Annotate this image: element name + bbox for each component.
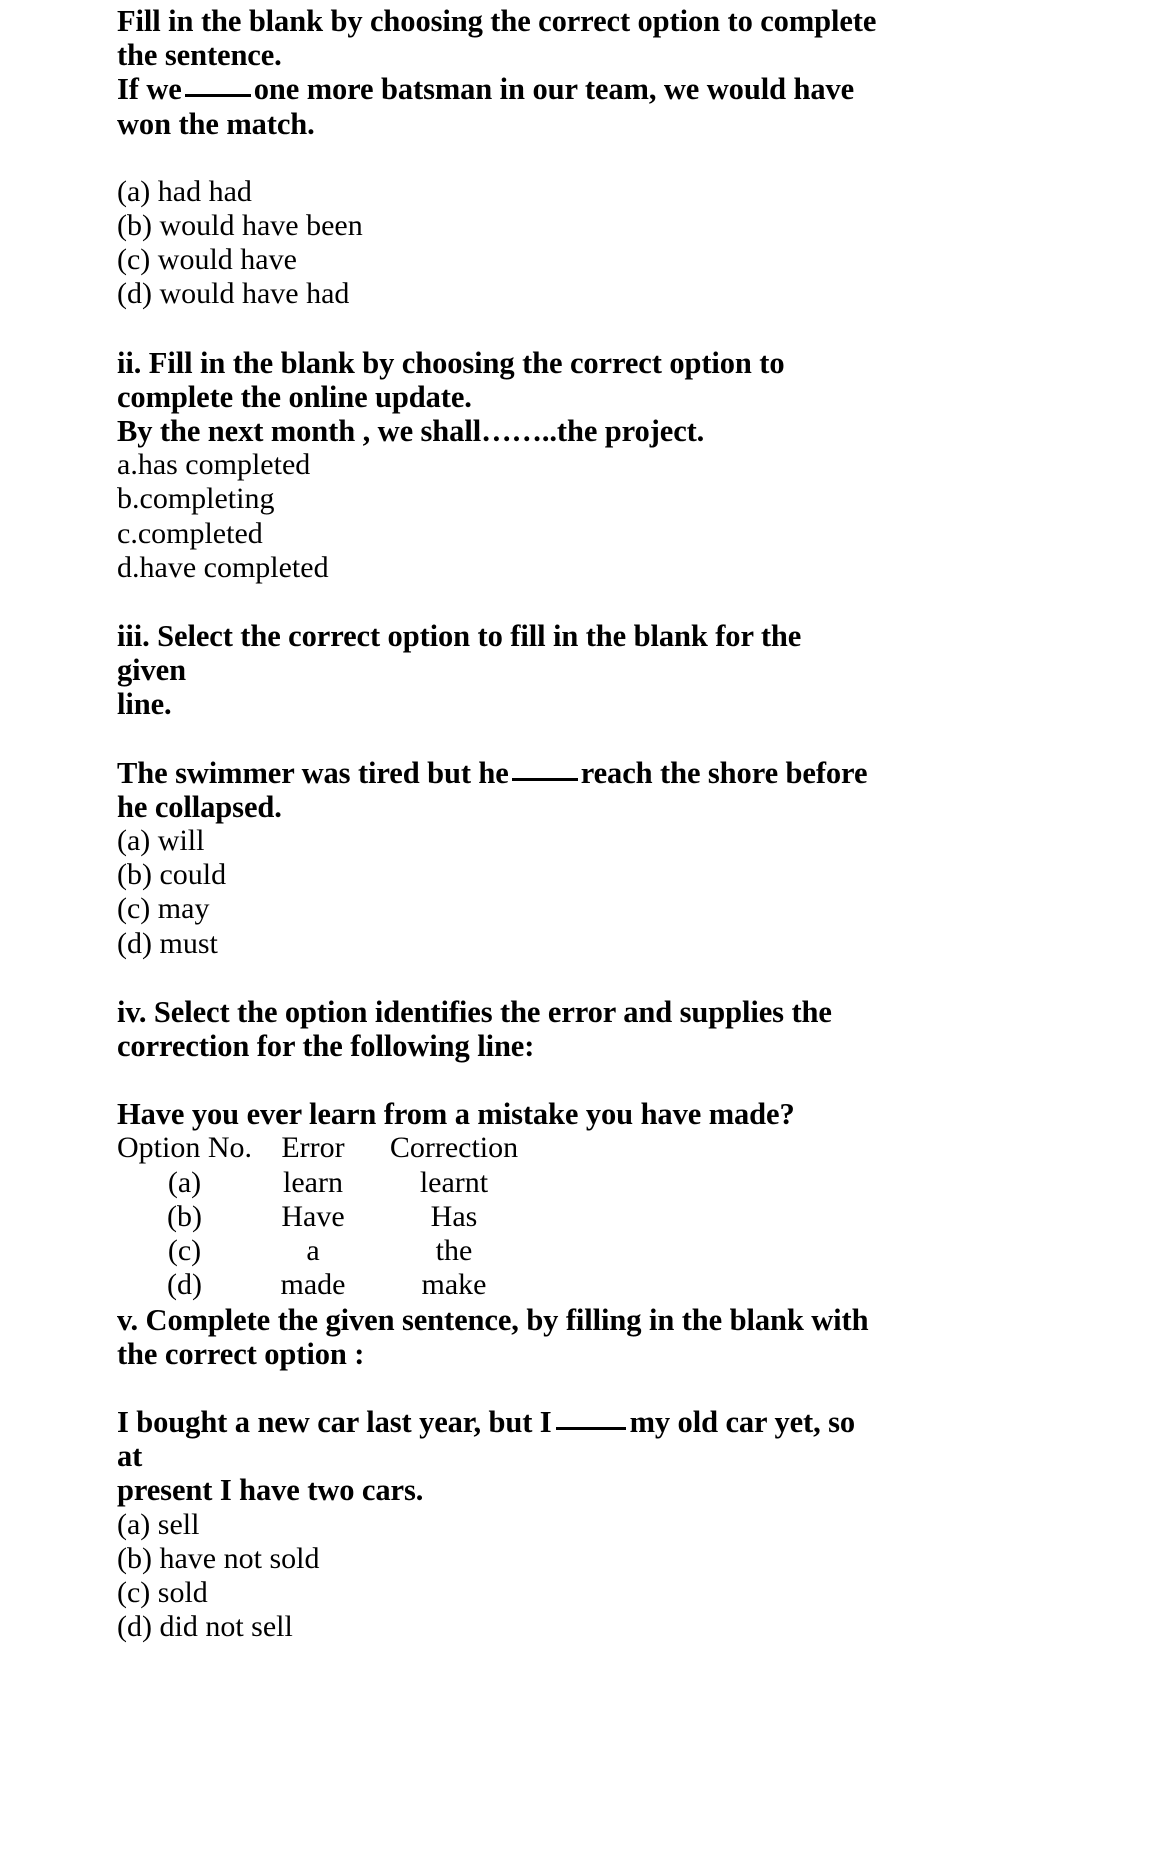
q2-option-c[interactable]: c.completed [117, 516, 263, 550]
q5-option-b[interactable]: (b) have not sold [117, 1541, 320, 1575]
q3-blank [512, 758, 578, 781]
table-row[interactable] [117, 1200, 534, 1234]
table-row[interactable] [117, 1166, 534, 1200]
q3-sentence-line2: he collapsed. [117, 789, 282, 824]
table-row[interactable] [117, 1234, 534, 1268]
q2-sentence: By the next month , we shall……..the project. [117, 414, 705, 449]
spacer [117, 722, 1140, 756]
q3-option-c[interactable]: (c) may [117, 892, 210, 926]
q5-sentence-after-blank: my old car yet, so at [117, 1404, 856, 1474]
spacer [117, 1371, 1140, 1405]
q5-option-c[interactable]: (c) sold [117, 1575, 208, 1609]
spacer [117, 1063, 1140, 1097]
table-cell-error: a [306, 1234, 320, 1268]
table-cell-error: made [280, 1268, 346, 1302]
q1-sentence-after-blank: one more batsman in our team, we would have [253, 72, 855, 107]
q3-instruction-line1: iii. Select the correct option to fill in the blank for the given [117, 619, 802, 688]
q1-instruction-line2: the sentence. [117, 38, 282, 73]
table-header-error: Error [281, 1131, 345, 1165]
question-5-block [117, 1303, 1140, 1645]
question-2-block [117, 346, 1140, 585]
error-correction-table [117, 1131, 534, 1302]
spacer [117, 312, 1140, 346]
q5-option-a[interactable]: (a) sell [117, 1507, 200, 1541]
q2-instruction-line2: complete the online update. [117, 379, 472, 414]
q3-sentence-after-blank: reach the shore before [580, 755, 868, 790]
q3-instruction-line2: line. [117, 687, 172, 722]
q3-option-a[interactable]: (a) will [117, 824, 205, 858]
spacer [117, 961, 1140, 995]
question-3-block [117, 619, 1140, 961]
q1-option-a[interactable]: (a) had had [117, 174, 252, 208]
table-cell-correction: the [435, 1234, 473, 1268]
table-header-option-no: Option No. [117, 1131, 252, 1165]
q4-sentence: Have you ever learn from a mistake you have made? [117, 1097, 795, 1132]
table-row[interactable] [117, 1268, 534, 1302]
q5-sentence-before-blank: I bought a new car last year, but I [117, 1404, 552, 1439]
question-4-block [117, 995, 1140, 1303]
q1-sentence-line1 [117, 72, 877, 106]
q2-instruction-line1: ii. Fill in the blank by choosing the correct option to [117, 345, 785, 380]
q2-option-a[interactable]: a.has completed [117, 448, 311, 482]
q5-instruction-line1: v. Complete the given sentence, by filling in the blank with [117, 1302, 869, 1337]
table-header-row [117, 1131, 534, 1165]
table-cell-option: (a) [167, 1165, 202, 1199]
q5-sentence-line2: present I have two cars. [117, 1473, 424, 1508]
q5-sentence-line1 [117, 1405, 877, 1473]
table-cell-error: learn [283, 1165, 343, 1199]
q3-sentence-before-blank: The swimmer was tired but he [117, 755, 509, 790]
q4-instruction-line2: correction for the following line: [117, 1029, 535, 1064]
table-cell-option: (d) [167, 1268, 202, 1302]
table-cell-correction: make [421, 1268, 487, 1302]
q5-option-d[interactable]: (d) did not sell [117, 1610, 293, 1644]
q5-instruction-line2: the correct option : [117, 1336, 365, 1371]
q4-instruction-line1: iv. Select the option identifies the error and supplies the [117, 994, 832, 1029]
table-cell-correction: Has [430, 1199, 478, 1233]
q2-option-d[interactable]: d.have completed [117, 550, 329, 584]
table-header-correction: Correction [389, 1131, 519, 1165]
table-cell-error: Have [281, 1199, 345, 1233]
question-1-block [117, 4, 1140, 312]
table-cell-option: (c) [167, 1234, 202, 1268]
q2-option-b[interactable]: b.completing [117, 482, 275, 516]
q1-sentence-before-blank: If we [117, 72, 182, 107]
q1-blank [185, 74, 251, 97]
spacer [117, 585, 1140, 619]
q1-option-d[interactable]: (d) would have had [117, 277, 350, 311]
spacer [117, 141, 1140, 175]
q1-option-c[interactable]: (c) would have [117, 243, 297, 277]
q1-sentence-line2: won the match. [117, 106, 315, 141]
q1-instruction-line1: Fill in the blank by choosing the correct option to complete [117, 4, 877, 38]
table-cell-option: (b) [167, 1199, 202, 1233]
q3-option-d[interactable]: (d) must [117, 926, 218, 960]
q3-option-b[interactable]: (b) could [117, 858, 227, 892]
q3-sentence-line1 [117, 756, 877, 790]
q1-option-b[interactable]: (b) would have been [117, 209, 363, 243]
table-cell-correction: learnt [419, 1165, 489, 1199]
q5-blank [556, 1407, 626, 1430]
